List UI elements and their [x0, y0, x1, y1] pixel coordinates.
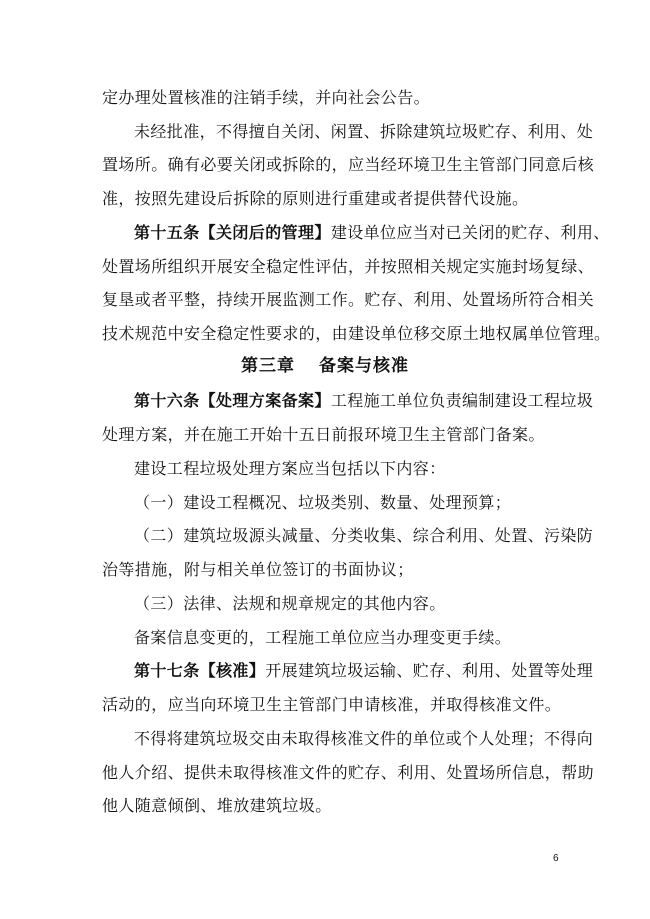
article-17-heading: 第十七条【核准】 — [134, 661, 266, 680]
text-line: 处置场所组织开展安全稳定性评估，并按照相关规定实施封场复绿、 — [102, 257, 595, 276]
page-number: 6 — [553, 853, 559, 864]
text-line: 未经批准，不得擅自关闭、闲置、拆除建筑垃圾贮存、利用、处 — [134, 122, 594, 141]
text-line: 他人随意倾倒、堆放建筑垃圾。 — [102, 796, 332, 815]
text-line: 定办理处置核准的注销手续，并向社会公告。 — [102, 88, 431, 107]
chapter-number: 第三章 — [241, 356, 295, 376]
text-line: 处理方案，并在施工开始十五日前报环境卫生主管部门备案。 — [102, 425, 545, 444]
article-15-line — [134, 223, 610, 243]
list-item: （一）建设工程概况、垃圾类别、数量、处理预算； — [134, 493, 512, 512]
text-line: 他人介绍、提供未取得核准文件的贮存、利用、处置场所信息，帮助 — [102, 763, 595, 782]
text-line: 治等措施，附与相关单位签订的书面协议； — [102, 560, 414, 579]
text-line: 准，按照先建设后拆除的原则进行重建或者提供替代设施。 — [102, 189, 529, 208]
chapter-heading — [0, 355, 650, 377]
list-item: （二）建筑垃圾源头减量、分类收集、综合利用、处置、污染防 — [134, 526, 594, 545]
text-line: 置场所。确有必要关闭或拆除的，应当经环境卫生主管部门同意后核 — [102, 155, 595, 174]
article-16-heading: 第十六条【处理方案备案】 — [134, 391, 331, 410]
article-17-line — [134, 661, 594, 681]
text-span: 工程施工单位负责编制建设工程垃圾 — [330, 391, 594, 410]
text-line: 建设工程垃圾处理方案应当包括以下内容： — [134, 459, 446, 478]
text-line: 技术规范中安全稳定性要求的，由建设单位移交原土地权属单位管理。 — [102, 324, 611, 343]
chapter-title: 备案与核准 — [319, 356, 409, 376]
text-line: 活动的，应当向环境卫生主管部门申请核准，并取得核准文件。 — [102, 695, 562, 714]
list-item: （三）法律、法规和规章规定的其他内容。 — [134, 594, 446, 613]
article-15-heading: 第十五条【关闭后的管理】 — [134, 223, 331, 242]
text-line: 不得将建筑垃圾交由未取得核准文件的单位或个人处理；不得向 — [134, 729, 594, 748]
text-line: 复垦或者平整，持续开展监测工作。贮存、利用、处置场所符合相关 — [102, 290, 595, 309]
article-16-line — [134, 391, 594, 411]
text-line: 备案信息变更的，工程施工单位应当办理变更手续。 — [134, 628, 512, 647]
text-span: 建设单位应当对已关闭的贮存、利用、 — [330, 223, 610, 242]
text-span: 开展建筑垃圾运输、贮存、利用、处置等处理 — [265, 661, 594, 680]
